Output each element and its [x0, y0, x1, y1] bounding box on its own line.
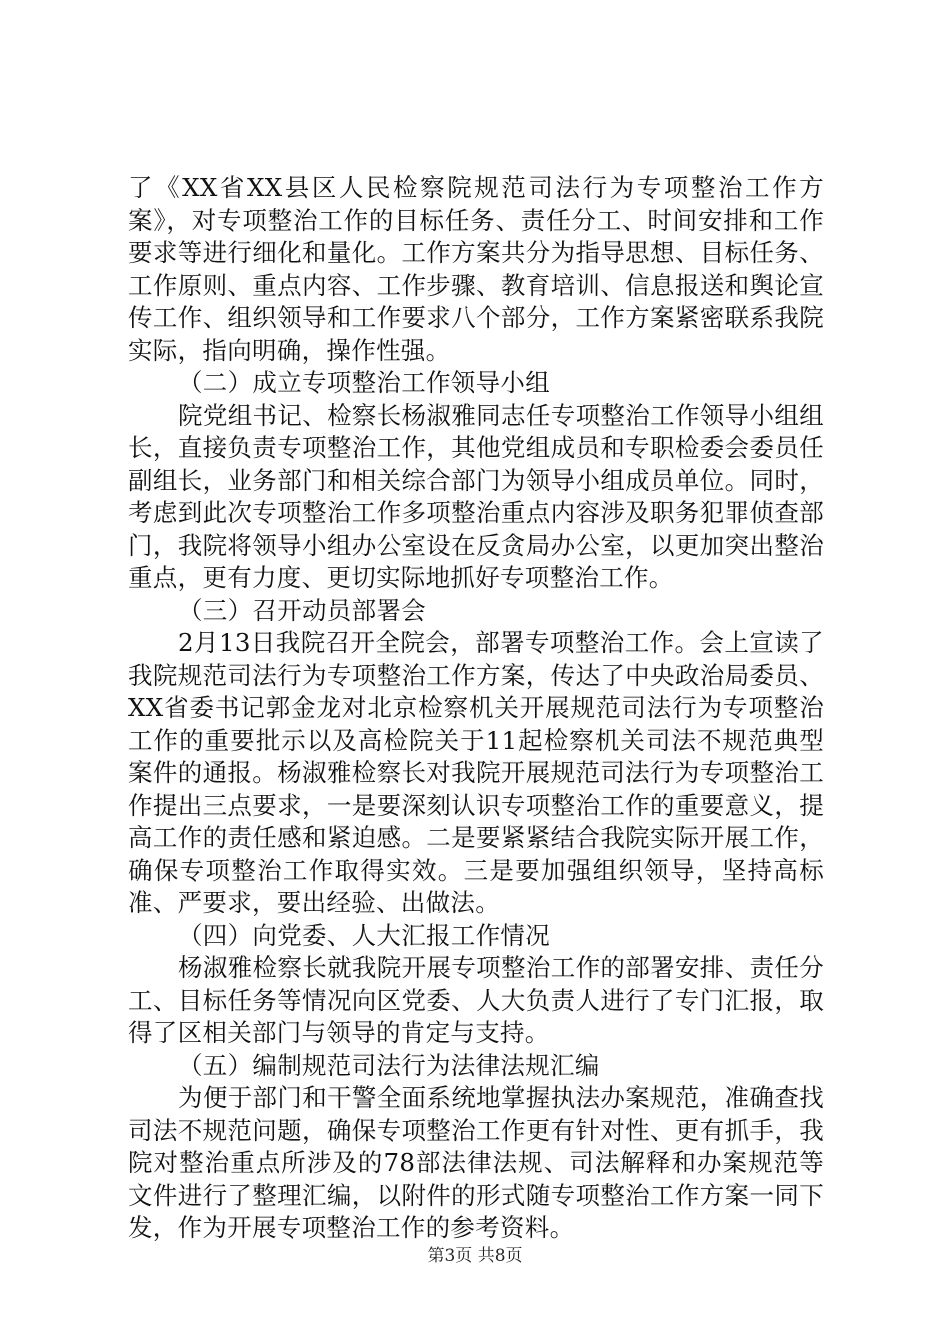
page-footer: 第3页 共8页	[427, 1246, 523, 1266]
section-heading: （三）召开动员部署会	[178, 595, 426, 625]
body-paragraph: 杨淑雅检察长就我院开展专项整治工作的部署安排、责任分工、目标任务等情况向区党委、人大负责人进行了专门汇报，取得了区相关部门与领导的肯定与支持。	[128, 953, 824, 1047]
body-paragraph: 2月13日我院召开全院会，部署专项整治工作。会上宣读了我院规范司法行为专项整治工作方案，传达了中央政治局委员、XX省委书记郭金龙对北京检察机关开展规范司法行为专项整治工作的重要批示以及高检院关于11起检察机关司法不规范典型案件的通报。杨淑雅检察长对我院开展规范司法行为专项整治工作提出三点要求，一是要深刻认识专项整治工作的重要意义，提高工作的责任感和紧迫感。二是要紧紧结合我院实际开展工作，确保专项整治工作取得实效。三是要加强组织领导，坚持高标准、严要求，要出经验、出做法。	[128, 628, 824, 917]
section-heading: （五）编制规范司法行为法律法规汇编	[178, 1050, 600, 1080]
document-body	[128, 172, 824, 1245]
body-paragraph: 院党组书记、检察长杨淑雅同志任专项整治工作领导小组组长，直接负责专项整治工作，其他党组成员和专职检委会委员任副组长，业务部门和相关综合部门为领导小组成员单位。同时，考虑到此次专项整治工作多项整治重点内容涉及职务犯罪侦查部门，我院将领导小组办公室设在反贪局办公室，以更加突出整治重点，更有力度、更切实际地抓好专项整治工作。	[128, 400, 824, 592]
body-paragraph: 了《XX省XX县区人民检察院规范司法行为专项整治工作方案》，对专项整治工作的目标任务、责任分工、时间安排和工作要求等进行细化和量化。工作方案共分为指导思想、目标任务、工作原则、重点内容、工作步骤、教育培训、信息报送和舆论宣传工作、组织领导和工作要求八个部分，工作方案紧密联系我院实际，指向明确，操作性强。	[128, 173, 824, 365]
section-heading: （二）成立专项整治工作领导小组	[178, 368, 550, 397]
section-heading: （四）向党委、人大汇报工作情况	[178, 920, 550, 950]
body-paragraph: 为便于部门和干警全面系统地掌握执法办案规范，准确查找司法不规范问题，确保专项整治工作更有针对性、更有抓手，我院对整治重点所涉及的78部法律法规、司法解释和办案规范等文件进行了整理汇编，以附件的形式随专项整治工作方案一同下发，作为开展专项整治工作的参考资料。	[128, 1083, 824, 1242]
